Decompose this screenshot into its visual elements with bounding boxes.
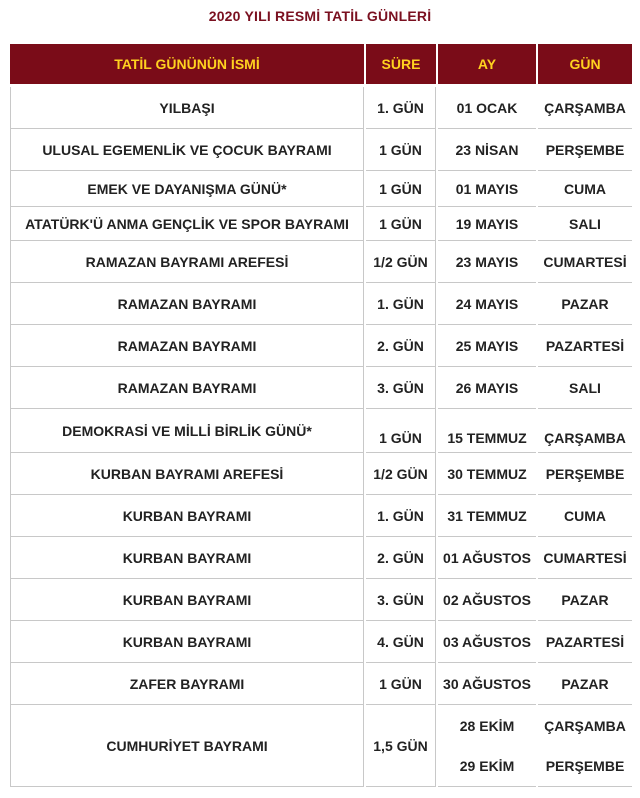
table-row [10, 621, 632, 663]
holiday-duration: 2. GÜN [366, 537, 436, 579]
holiday-weekday: PAZAR [538, 663, 632, 705]
holiday-duration: 3. GÜN [366, 367, 436, 409]
holiday-name: ATATÜRK'Ü ANMA GENÇLİK VE SPOR BAYRAMI [10, 207, 364, 241]
holiday-date: 31 TEMMUZ [438, 495, 536, 537]
holiday-date: 02 AĞUSTOS [438, 579, 536, 621]
holiday-duration: 1. GÜN [366, 283, 436, 325]
holiday-name: RAMAZAN BAYRAMI [10, 325, 364, 367]
table-row [10, 87, 632, 129]
holiday-date: 23 MAYIS [438, 241, 536, 283]
holiday-weekday: PERŞEMBE [538, 453, 632, 495]
holiday-weekday: ÇARŞAMBA [538, 87, 632, 129]
table-row [10, 705, 632, 787]
holiday-name: ULUSAL EGEMENLİK VE ÇOCUK BAYRAMI [10, 129, 364, 171]
holiday-weekday: ÇARŞAMBA [538, 409, 632, 453]
holiday-date: 28 EKİM [459, 717, 515, 734]
holiday-duration: 4. GÜN [366, 621, 436, 663]
holiday-date: 30 TEMMUZ [438, 453, 536, 495]
table-row [10, 537, 632, 579]
holiday-duration: 1/2 GÜN [366, 241, 436, 283]
holiday-duration: 1,5 GÜN [366, 705, 436, 787]
holiday-date: 30 AĞUSTOS [438, 663, 536, 705]
holiday-weekday: CUMARTESİ [538, 241, 632, 283]
table-row [10, 207, 632, 241]
holiday-date: 19 MAYIS [438, 207, 536, 241]
holiday-date: 01 AĞUSTOS [438, 537, 536, 579]
holiday-weekday: ÇARŞAMBA [544, 717, 626, 734]
holiday-duration: 1 GÜN [366, 207, 436, 241]
page-title: 2020 YILI RESMİ TATİL GÜNLERİ [208, 8, 432, 24]
holiday-weekday: PAZARTESİ [538, 621, 632, 663]
table-header-row [10, 44, 632, 87]
column-header-name: TATİL GÜNÜNÜN İSMİ [10, 44, 364, 87]
holiday-name: KURBAN BAYRAMI AREFESİ [10, 453, 364, 495]
holiday-weekday: PERŞEMBE [545, 757, 625, 774]
holiday-weekday: SALI [538, 207, 632, 241]
holiday-date: 23 NİSAN [438, 129, 536, 171]
holiday-name: YILBAŞI [10, 87, 364, 129]
holiday-date: 29 EKİM [459, 757, 515, 774]
table-row [10, 495, 632, 537]
holiday-name: RAMAZAN BAYRAMI [10, 283, 364, 325]
holiday-date: 01 MAYIS [438, 171, 536, 207]
holiday-name: ZAFER BAYRAMI [10, 663, 364, 705]
holiday-name: DEMOKRASİ VE MİLLİ BİRLİK GÜNÜ* [10, 409, 364, 453]
holiday-duration: 1 GÜN [366, 663, 436, 705]
column-header-day: GÜN [538, 44, 632, 87]
table-row [10, 171, 632, 207]
holiday-weekday-cell [538, 705, 632, 787]
holiday-table [8, 44, 634, 787]
holiday-name: EMEK VE DAYANIŞMA GÜNÜ* [10, 171, 364, 207]
holiday-weekday: CUMARTESİ [538, 537, 632, 579]
holiday-weekday: SALI [538, 367, 632, 409]
table-row [10, 453, 632, 495]
holiday-name: KURBAN BAYRAMI [10, 579, 364, 621]
table-row [10, 367, 632, 409]
table-row [10, 325, 632, 367]
holiday-duration: 2. GÜN [366, 325, 436, 367]
holiday-date: 15 TEMMUZ [438, 409, 536, 453]
holiday-date: 01 OCAK [438, 87, 536, 129]
holiday-duration: 1 GÜN [366, 409, 436, 453]
holiday-duration: 3. GÜN [366, 579, 436, 621]
holiday-name: CUMHURİYET BAYRAMI [10, 705, 364, 787]
table-row [10, 283, 632, 325]
holiday-weekday: CUMA [538, 495, 632, 537]
table-row [10, 579, 632, 621]
holiday-date-cell [438, 705, 536, 787]
holiday-duration: 1 GÜN [366, 129, 436, 171]
holiday-name: RAMAZAN BAYRAMI AREFESİ [10, 241, 364, 283]
holiday-date: 03 AĞUSTOS [438, 621, 536, 663]
holiday-weekday: CUMA [538, 171, 632, 207]
holiday-weekday: PERŞEMBE [538, 129, 632, 171]
column-header-duration: SÜRE [366, 44, 436, 87]
holiday-date: 25 MAYIS [438, 325, 536, 367]
holiday-duration: 1. GÜN [366, 87, 436, 129]
table-row [10, 663, 632, 705]
table-row [10, 129, 632, 171]
holiday-name: RAMAZAN BAYRAMI [10, 367, 364, 409]
holiday-weekday: PAZARTESİ [538, 325, 632, 367]
holiday-name: KURBAN BAYRAMI [10, 621, 364, 663]
holiday-duration: 1/2 GÜN [366, 453, 436, 495]
column-header-month: AY [438, 44, 536, 87]
holiday-weekday: PAZAR [538, 579, 632, 621]
holiday-weekday: PAZAR [538, 283, 632, 325]
holiday-duration: 1. GÜN [366, 495, 436, 537]
holiday-name: KURBAN BAYRAMI [10, 537, 364, 579]
holiday-name: KURBAN BAYRAMI [10, 495, 364, 537]
holiday-duration: 1 GÜN [366, 171, 436, 207]
table-row [10, 241, 632, 283]
holiday-date: 24 MAYIS [438, 283, 536, 325]
holiday-date: 26 MAYIS [438, 367, 536, 409]
table-row [10, 409, 632, 453]
